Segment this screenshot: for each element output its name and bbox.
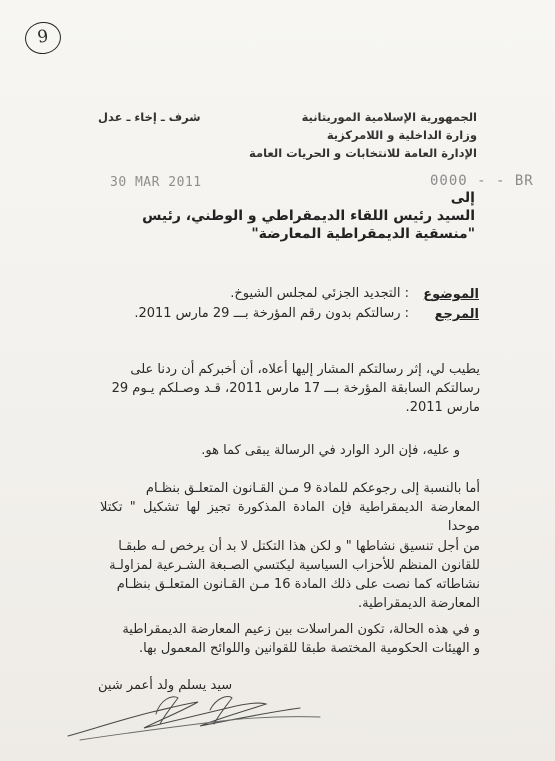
recipient-to: إلى <box>450 190 475 206</box>
paragraph-line: للقانون المنظم للأحزاب السياسية ليكتسي الصـبغة الشـرعية لمزاولـة <box>109 557 480 573</box>
directorate-name: الإدارة العامة للانتخابات و الحريات العامة <box>248 146 477 160</box>
paragraph-line: من أجل تنسيق نشاطها " و لكن هذا التكتل لا بد أن يرخص لـه طبقـا <box>118 538 480 554</box>
recipient-line-1: السيد رئيس اللقاء الديمقراطي و الوطني، رئيس <box>142 208 475 224</box>
subject-label: الموضوع <box>423 287 479 302</box>
paragraph-line: يطيب لي، إثر رسالتكم المشار إليها أعلاه، أن أخبركم أن ردنا على <box>130 362 480 377</box>
page-number-circle: 9 <box>23 20 63 57</box>
country-name: الجمهورية الإسلامية الموريتانية <box>301 110 477 124</box>
date-stamp: 30 MAR 2011 <box>110 175 202 190</box>
paragraph-line: و في هذه الحالة، تكون المراسلات بين زعيم المعارضة الديمقراطية <box>122 622 480 637</box>
paragraph-line: أما بالنسبة إلى رجوعكم للمادة 9 مـن القـانون المتعلـق بنظـام <box>145 481 480 496</box>
recipient-line-2: "منسقية الديمقراطية المعارضة" <box>251 226 475 242</box>
paragraph-line: مارس 2011. <box>405 400 480 415</box>
paragraph-line: و الهيئات الحكومية المختصة طبقا للقوانين واللوائح المعمول بها. <box>139 641 480 656</box>
ministry-name: وزارة الداخلية و اللامركزية <box>326 128 477 142</box>
paragraph-line: المعارضة الديمقراطية فإن المادة المذكورة تجيز لها تشكيل " تكتلا موحدا <box>100 500 480 535</box>
paragraph-line: نشاطاته كما نصت على ذلك المادة 16 مـن القـانون المتعلـق بنظـام <box>116 577 480 593</box>
paragraph-4 <box>100 620 480 658</box>
reference-text: : رسالتكم بدون رقم المؤرخة بـــ 29 مارس 2011. <box>134 306 409 321</box>
registration-stamp: 0000 - - BR <box>430 173 534 189</box>
handwritten-signature <box>60 690 330 750</box>
paragraph-line: و عليه، فإن الرد الوارد في الرسالة يبقى كما هو. <box>201 443 460 458</box>
paragraph-1 <box>100 360 480 417</box>
paragraph-line: المعارضة الديمقراطية. <box>357 596 480 612</box>
subject-text: : التجديد الجزئي لمجلس الشيوخ. <box>230 286 409 301</box>
national-motto: شرف ـ إخاء ـ عدل <box>98 110 201 124</box>
signatory-name: سيد يسلم ولد أعمر شين <box>98 678 233 693</box>
paragraph-line: رسالتكم السابقة المؤرخة بـــ 17 مارس 2011، قـد وصـلكم يـوم 29 <box>111 381 480 396</box>
paragraph-3 <box>100 479 480 613</box>
reference-label: المرجع <box>434 307 479 322</box>
paragraph-2 <box>150 441 460 460</box>
